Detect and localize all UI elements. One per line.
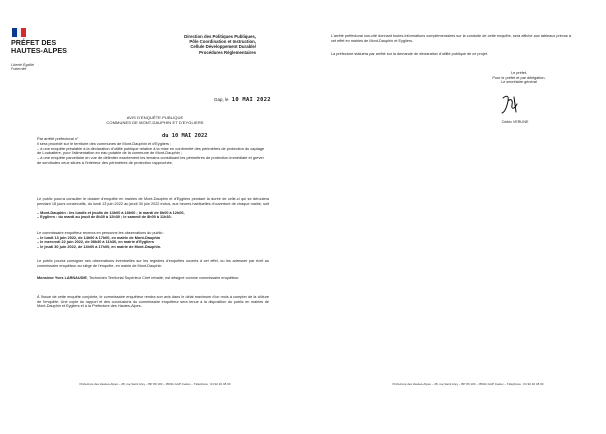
marianne-flag-icon xyxy=(12,28,26,37)
sessions-intro: Le commissaire enquêteur recevra en personne les observations du public : xyxy=(37,231,165,235)
designation-text: , Technicien Territorial Supérieur Chef retraité, est désigné comme commissaire enquêteur. xyxy=(86,276,240,280)
closing-text: À l'issue de cette enquête conjointe, le commissaire enquêteur rendra son avis dans le délai maximum d'un mois à compter de la clôture de l'enquête. Une copie du rapport et des conclusions du commissaire enquêteur sera tenue à la disposition du public en mairies de Mont-Dauphin et Eygliers et à la Préfecture des Hautes-Alpes. xyxy=(37,295,269,309)
date-stamp: 10 MAI 2022 xyxy=(231,97,271,103)
decree-block xyxy=(37,133,269,166)
dateline-place: Gap, le xyxy=(214,97,229,102)
republic-motto: Liberté Égalité Fraternité xyxy=(11,63,34,72)
notice-title-line2: COMMUNES DE MONT-DAUPHIN ET D'EYGLIERS xyxy=(106,120,204,125)
decision-text: La préfecture statuera par arrêté sur la demande de déclaration d'utilité publique de ce projet. xyxy=(331,52,488,56)
designation-paragraph xyxy=(37,276,269,281)
signer-name: Cédric VERLINE xyxy=(501,120,529,124)
footer-line: Préfecture des Hautes-Alpes – 28, rue Saint Arey – BP 80 100 – 05011 GAP Cedex – Téléphone : 04 92 40 48 00 xyxy=(392,382,544,386)
posting-text: L'arrêté préfectoral sus-cité donnant toutes informations complémentaires sur la conduite de cette enquête, sera affiché aux tableaux prévus à cet effet en mairies de Mont-Dauphin et Eygliers. xyxy=(331,34,571,43)
session-item: – le mercredi 22 juin 2022, de 08h30 à 11h30, en mairie d'Eygliers xyxy=(37,240,154,245)
decree-line: il sera procédé sur le territoire des communes de Mont-Dauphin et d'Eygliers : xyxy=(37,140,172,146)
posting-paragraph xyxy=(331,34,571,43)
notice-title xyxy=(95,115,215,125)
page-footer xyxy=(343,383,593,387)
commissioner-sessions xyxy=(37,231,269,249)
sign-line: Pour le préfet et par délégation, xyxy=(492,75,546,80)
direction-line: Pôle Coordination et Instruction, xyxy=(189,39,256,45)
direction-line: Direction des Politiques Publiques, xyxy=(184,34,256,39)
signature-block xyxy=(479,71,559,85)
prefect-title: PRÉFET DES HAUTES-ALPES xyxy=(11,38,67,55)
commissioner-name: Monsieur Yves LARNAUDIE xyxy=(37,276,87,280)
consultation-block xyxy=(37,197,269,220)
dateline xyxy=(214,97,271,103)
right-page xyxy=(303,0,606,434)
direction-header xyxy=(138,34,256,55)
decree-date-stamp: du 10 MAI 2022 xyxy=(162,133,208,139)
handwritten-signature xyxy=(497,92,523,116)
session-item: – le lundi 13 juin 2022, de 14h00 à 17h00, en mairie de Mont-Dauphin xyxy=(37,235,161,240)
decree-intro: Par arrêté préfectoral n° xyxy=(37,136,79,141)
direction-line: Procédures Réglementaires xyxy=(199,49,256,55)
footer-line: Préfecture des Hautes-Alpes – 28, rue Saint Arey – BP 80 100 – 05011 GAP Cedex – Téléphone : 04 92 40 48 00 xyxy=(79,382,231,386)
sign-line: Le secrétaire général xyxy=(501,80,537,85)
page-footer xyxy=(30,383,280,387)
observations-paragraph xyxy=(37,259,269,268)
session-item: – le jeudi 30 juin 2022, de 14h00 à 17h00, en mairie de Mont-Dauphin. xyxy=(37,244,162,249)
direction-line: Cellule Développement Durable/ xyxy=(190,44,256,50)
decree-item: – à une enquête parcellaire en vue de délimiter exactement les terrains constituant les périmètres de protection immédiate et grever de servitudes ceux situés à l'intérieur des périmètres de protection rapprochée. xyxy=(37,155,264,165)
hours-mont-dauphin: – Mont-Dauphin : les lundis et jeudis de 14h00 à 18h00 ; le mardi de 8h00 à 12h00, xyxy=(37,210,185,215)
hours-eygliers: – Eygliers : du mardi au jeudi de 8h30 à 12h30 ; le samedi de 8h00 à 11h30. xyxy=(37,215,172,220)
observations-text: Le public pourra consigner ses observations éventuelles sur les registres d'enquêtes ouverts à cet effet, ou les adresser par écrit au commissaire enquêteur au siège de l'enquête, en mairie de Mont-Dauphin. xyxy=(37,259,269,268)
notice-title-line1: AVIS D'ENQUÊTE PUBLIQUE xyxy=(126,115,184,120)
decision-paragraph xyxy=(331,52,571,57)
consultation-text: Le public pourra consulter le dossier d'enquête en mairies de Mont-Dauphin et d'Eygliers pendant la durée de celle-ci qui se déroulera pendant 18 jours consécutifs, du lundi 13 juin 2022 au jeudi 30 juin 2022 inclus, aux heures habituelles d'ouverture de chaque mairie, soit : xyxy=(37,197,269,211)
decree-item: – à une enquête préalable à la déclaration d'utilité publique relative à la mise en conformité des périmètres de protection du captage de Loubatière, pour l'alimentation en eau potable de la commune de Mont-Dauphin ; xyxy=(37,145,265,156)
closing-paragraph xyxy=(37,295,269,309)
sign-line: Le préfet, xyxy=(510,71,528,75)
